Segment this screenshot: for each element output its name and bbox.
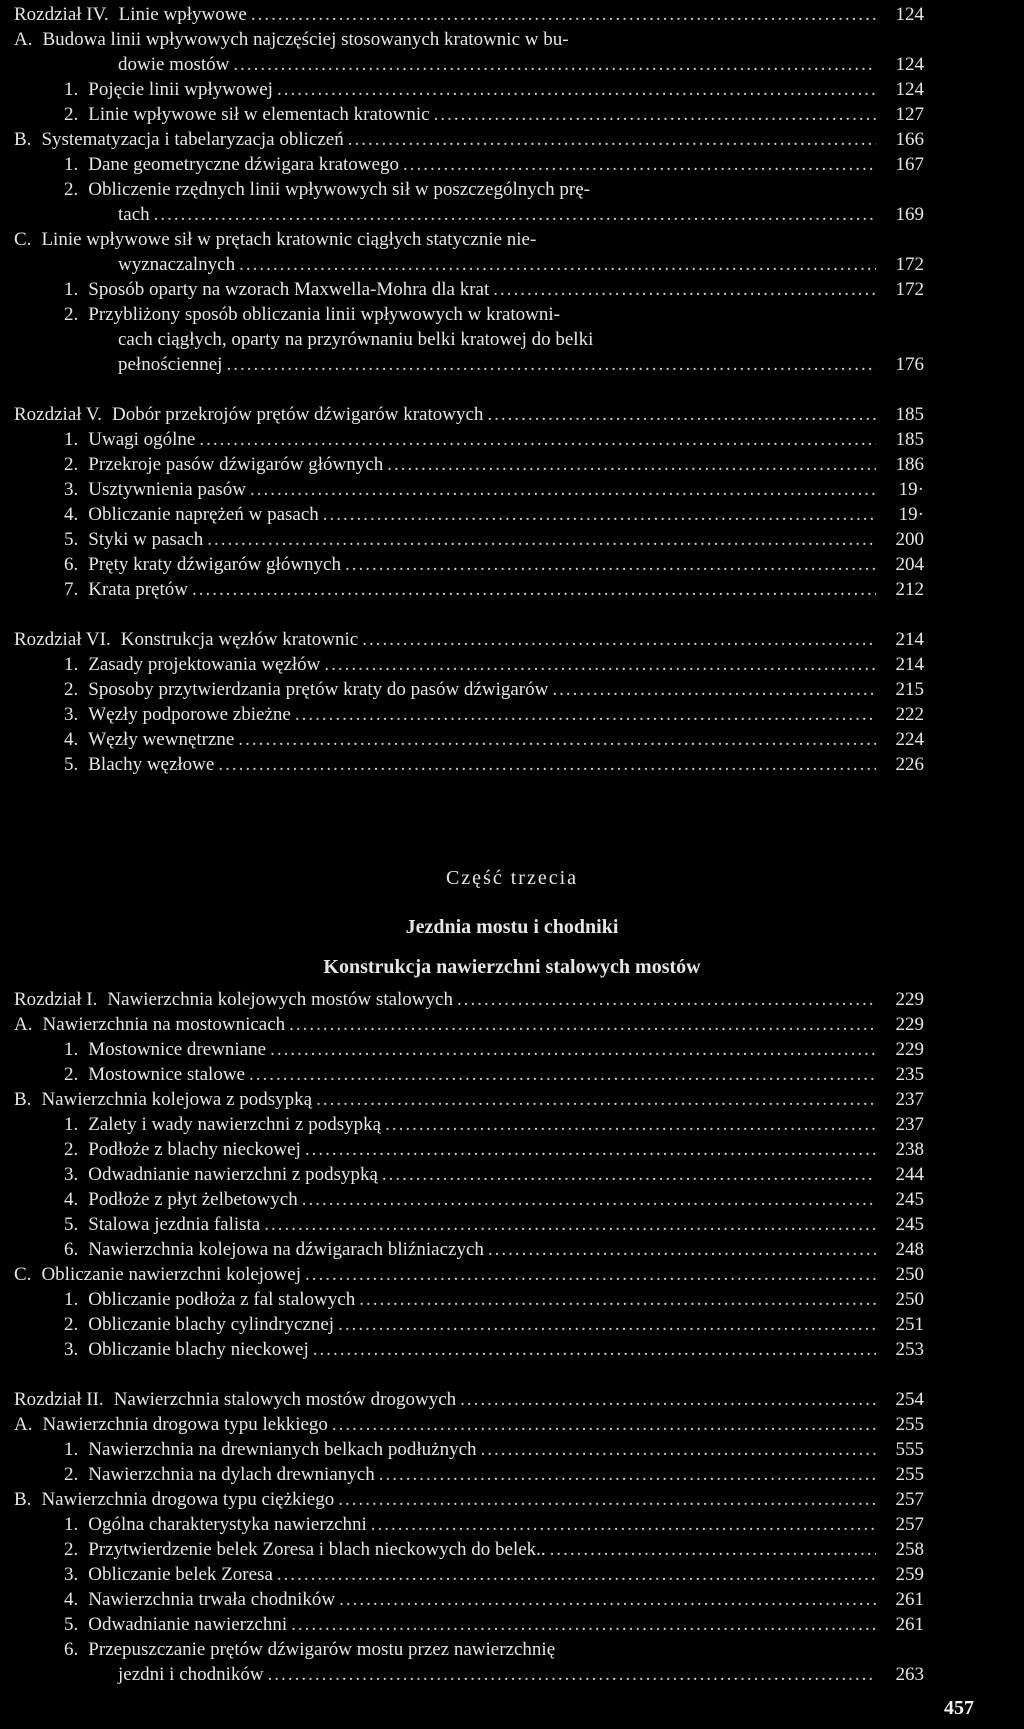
toc-entry [14, 327, 924, 352]
entry-page: 215 [895, 679, 924, 700]
entry-number: 1. [64, 1114, 79, 1135]
dot-leader [239, 252, 876, 277]
entry-number: 5. [64, 529, 79, 550]
entry-title: Nawierzchnia kolejowa na dźwigarach bliźniaczych [88, 1239, 484, 1260]
entry-title: Obliczanie naprężeń w pasach [88, 504, 319, 525]
toc-entry [14, 1437, 924, 1462]
entry-page: 253 [895, 1339, 924, 1360]
entry-page: 229 [895, 1039, 924, 1060]
entry-number: Rozdział VI. [14, 629, 111, 650]
entry-number: 2. [64, 1464, 79, 1485]
dot-leader [379, 1462, 876, 1487]
dot-leader [305, 1137, 876, 1162]
entry-title: Nawierzchnia na dylach drewnianych [88, 1464, 375, 1485]
toc-entry [14, 302, 924, 327]
toc-entry [14, 1587, 924, 1612]
toc-entry [14, 1637, 924, 1662]
entry-number: Rozdział IV. [14, 4, 109, 25]
entry-page: 263 [895, 1664, 924, 1685]
dot-leader [264, 1212, 876, 1237]
toc-entry [14, 352, 924, 377]
toc-entry [14, 1537, 924, 1562]
entry-title: Nawierzchnia drogowa typu lekkiego [42, 1414, 328, 1435]
entry-number: C. [14, 1264, 32, 1285]
entry-title: Pręty kraty dźwigarów głównych [88, 554, 341, 575]
entry-title: Odwadnianie nawierzchni z podsypką [88, 1164, 378, 1185]
entry-page: 186 [895, 454, 924, 475]
entry-page: 261 [895, 1589, 924, 1610]
toc-entry [14, 1162, 924, 1187]
entry-title: tach [118, 204, 150, 225]
entry-title: jezdni i chodników [118, 1664, 264, 1685]
entry-title: cach ciągłych, oparty na przyrównaniu belki kratowej do belki [118, 329, 594, 350]
dot-leader [493, 277, 876, 302]
spacer [14, 777, 924, 863]
entry-title: Linie wpływowe sił w prętach kratownic ciągłych statycznie nie- [41, 229, 537, 250]
toc-entry [14, 2, 924, 27]
toc-entry [14, 677, 924, 702]
toc-entry [14, 1562, 924, 1587]
chapter-v-block [14, 402, 924, 602]
dot-leader [324, 652, 876, 677]
toc-entry [14, 152, 924, 177]
entry-title: Dobór przekrojów prętów dźwigarów kratowych [111, 404, 484, 425]
entry-title: Przybliżony sposób obliczania linii wpływowych w kratowni- [88, 304, 561, 325]
dot-leader [362, 627, 876, 652]
entry-title: Pojęcie linii wpływowej [88, 79, 273, 100]
dot-leader [371, 1512, 876, 1537]
entry-number: B. [14, 129, 32, 150]
entry-number: 4. [64, 1189, 79, 1210]
entry-number: 2. [64, 179, 79, 200]
entry-page: 124 [895, 54, 924, 75]
entry-number: 4. [64, 729, 79, 750]
toc-entry [14, 987, 924, 1012]
toc-entry [14, 1662, 924, 1687]
toc-entry [14, 1087, 924, 1112]
toc-entry [14, 702, 924, 727]
entry-page: 204 [895, 554, 924, 575]
toc-entry [14, 727, 924, 752]
toc-entry [14, 427, 924, 452]
toc-entry [14, 402, 924, 427]
toc-entry [14, 577, 924, 602]
entry-page: 245 [895, 1189, 924, 1210]
entry-page: 237 [895, 1114, 924, 1135]
toc-entry [14, 452, 924, 477]
entry-title: Obliczanie blachy cylindrycznej [88, 1314, 335, 1335]
dot-leader [387, 452, 876, 477]
entry-page: 226 [895, 754, 924, 775]
dot-leader [552, 677, 876, 702]
dot-leader [291, 1612, 876, 1637]
toc-entry [14, 527, 924, 552]
entry-title: Obliczanie nawierzchni kolejowej [41, 1264, 301, 1285]
chapter-ii-block [14, 1387, 924, 1687]
entry-page: 172 [895, 254, 924, 275]
dot-leader [268, 1662, 876, 1687]
entry-page: 185 [895, 404, 924, 425]
toc-entry [14, 1287, 924, 1312]
toc-entry [14, 1012, 924, 1037]
entry-title: Nawierzchnia na drewnianych belkach podłużnych [88, 1439, 477, 1460]
entry-number: A. [14, 1414, 33, 1435]
dot-leader [488, 1237, 876, 1262]
entry-number: 1. [64, 1514, 79, 1535]
entry-title: Nawierzchnia stalowych mostów drogowych [113, 1389, 457, 1410]
entry-number: 1. [64, 79, 79, 100]
dot-leader [316, 1087, 876, 1112]
entry-title: Dane geometryczne dźwigara kratowego [88, 154, 399, 175]
entry-number: 1. [64, 154, 79, 175]
entry-page: 19· [898, 504, 924, 525]
toc-entry [14, 1212, 924, 1237]
entry-page: 127 [895, 104, 924, 125]
dot-leader [249, 1062, 876, 1087]
entry-number: Rozdział V. [14, 404, 102, 425]
entry-page: 248 [895, 1239, 924, 1260]
dot-leader [359, 1287, 876, 1312]
dot-leader [348, 127, 876, 152]
entry-title: Nawierzchnia kolejowych mostów stalowych [107, 989, 453, 1010]
toc-entry [14, 1237, 924, 1262]
entry-title: Podłoże z blachy nieckowej [88, 1139, 301, 1160]
dot-leader [403, 152, 876, 177]
toc-entry [14, 127, 924, 152]
entry-title: Mostownice drewniane [88, 1039, 267, 1060]
toc-entry [14, 102, 924, 127]
entry-page: 261 [895, 1614, 924, 1635]
toc-entry [14, 502, 924, 527]
entry-title: Węzły podporowe zbieżne [88, 704, 291, 725]
entry-page: 238 [895, 1139, 924, 1160]
entry-number: 2. [64, 1139, 79, 1160]
dot-leader [192, 577, 876, 602]
toc-entry [14, 177, 924, 202]
entry-number: 6. [64, 1239, 79, 1260]
entry-page: 258 [895, 1539, 924, 1560]
entry-number: 2. [64, 1539, 79, 1560]
entry-page: 222 [895, 704, 924, 725]
entry-title: Systematyzacja i tabelaryzacja obliczeń [41, 129, 344, 150]
dot-leader [250, 477, 876, 502]
entry-title: Węzły wewnętrzne [88, 729, 235, 750]
dot-leader [238, 727, 876, 752]
dot-leader [332, 1412, 876, 1437]
toc-entry [14, 1612, 924, 1637]
toc-entry [14, 627, 924, 652]
entry-number: 6. [64, 554, 79, 575]
entry-title: Zasady projektowania węzłów [88, 654, 321, 675]
toc-entry [14, 277, 924, 302]
dot-leader [289, 1012, 876, 1037]
page-number: 457 [944, 1697, 974, 1719]
entry-title: pełnościennej [118, 354, 223, 375]
toc-entry [14, 1112, 924, 1137]
toc-entry [14, 1337, 924, 1362]
entry-number: 1. [64, 1439, 79, 1460]
entry-number: 5. [64, 754, 79, 775]
entry-number: B. [14, 1489, 32, 1510]
dot-leader [487, 402, 876, 427]
entry-number: 1. [64, 654, 79, 675]
entry-title: Przekroje pasów dźwigarów głównych [88, 454, 384, 475]
dot-leader [382, 1162, 876, 1187]
entry-title: Obliczanie podłoża z fal stalowych [88, 1289, 356, 1310]
entry-title: Przytwierdzenie belek Zoresa i blach nieckowych do belek.. [88, 1539, 546, 1560]
chapter-vi-block [14, 627, 924, 777]
dot-leader [481, 1437, 876, 1462]
entry-title: Usztywnienia pasów [88, 479, 247, 500]
toc-entry [14, 1137, 924, 1162]
entry-number: 2. [64, 1064, 79, 1085]
dot-leader [302, 1187, 876, 1212]
entry-title: Obliczenie rzędnych linii wpływowych sił w poszczególnych prę- [88, 179, 591, 200]
dot-leader [277, 77, 876, 102]
entry-number: A. [14, 29, 33, 50]
entry-page: 169 [895, 204, 924, 225]
entry-page: 245 [895, 1214, 924, 1235]
toc-entry [14, 1512, 924, 1537]
dot-leader [207, 527, 876, 552]
entry-number: 3. [64, 1164, 79, 1185]
entry-title: Uwagi ogólne [88, 429, 196, 450]
entry-number: 3. [64, 704, 79, 725]
entry-page: 229 [895, 989, 924, 1010]
entry-page: 124 [895, 4, 924, 25]
dot-leader [385, 1112, 876, 1137]
toc-entry [14, 1487, 924, 1512]
toc-entry [14, 1187, 924, 1212]
entry-title: dowie mostów [118, 54, 230, 75]
entry-number: 2. [64, 104, 79, 125]
entry-page: 176 [895, 354, 924, 375]
dot-leader [277, 1562, 876, 1587]
entry-number: 7. [64, 579, 79, 600]
entry-number: 3. [64, 479, 79, 500]
entry-number: 2. [64, 304, 79, 325]
entry-number: B. [14, 1089, 32, 1110]
entry-number: Rozdział II. [14, 1389, 104, 1410]
dot-leader [233, 52, 876, 77]
toc-entry [14, 252, 924, 277]
entry-number: 5. [64, 1214, 79, 1235]
entry-title: Nawierzchnia trwała chodników [88, 1589, 336, 1610]
entry-number: 5. [64, 1614, 79, 1635]
entry-title: Stalowa jezdnia falista [88, 1214, 261, 1235]
entry-number: 3. [64, 1339, 79, 1360]
entry-number: 4. [64, 1589, 79, 1610]
entry-page: 224 [895, 729, 924, 750]
entry-number: 2. [64, 454, 79, 475]
spacer [14, 377, 924, 402]
entry-title: Ogólna charakterystyka nawierzchni [88, 1514, 367, 1535]
entry-number: 1. [64, 1039, 79, 1060]
entry-page: 124 [895, 79, 924, 100]
entry-page: 214 [895, 654, 924, 675]
entry-page: 250 [895, 1264, 924, 1285]
dot-leader [434, 102, 876, 127]
entry-number: 1. [64, 279, 79, 300]
entry-page: 172 [895, 279, 924, 300]
entry-page: 259 [895, 1564, 924, 1585]
entry-number: A. [14, 1014, 33, 1035]
chapter-i-block [14, 987, 924, 1362]
entry-page: 255 [895, 1464, 924, 1485]
toc-entry [14, 202, 924, 227]
dot-leader [218, 752, 876, 777]
dot-leader [550, 1537, 876, 1562]
entry-title: Zalety i wady nawierzchni z podsypką [88, 1114, 382, 1135]
entry-title: Budowa linii wpływowych najczęściej stosowanych kratownic w bu- [42, 29, 569, 50]
entry-title: Krata prętów [88, 579, 188, 600]
entry-page: 254 [895, 1389, 924, 1410]
entry-title: Nawierzchnia drogowa typu ciężkiego [41, 1489, 335, 1510]
entry-number: 6. [64, 1639, 79, 1660]
entry-page: 19· [898, 479, 924, 500]
entry-title: Podłoże z płyt żelbetowych [88, 1189, 298, 1210]
entry-title: Obliczanie blachy nieckowej [88, 1339, 309, 1360]
dot-leader [345, 552, 876, 577]
entry-number: C. [14, 229, 32, 250]
entry-number: Rozdział I. [14, 989, 98, 1010]
entry-page: 257 [895, 1489, 924, 1510]
toc-entry [14, 1037, 924, 1062]
entry-title: Linie wpływowe [118, 4, 247, 25]
entry-title: Nawierzchnia na mostownicach [42, 1014, 286, 1035]
table-of-contents [14, 2, 924, 1687]
toc-entry [14, 1062, 924, 1087]
toc-entry [14, 477, 924, 502]
toc-entry [14, 552, 924, 577]
toc-entry [14, 27, 924, 52]
toc-entry [14, 77, 924, 102]
entry-page: 237 [895, 1089, 924, 1110]
dot-leader [338, 1487, 876, 1512]
entry-page: 244 [895, 1164, 924, 1185]
dot-leader [338, 1312, 876, 1337]
entry-number: 1. [64, 1289, 79, 1310]
entry-page: 229 [895, 1014, 924, 1035]
entry-page: 167 [895, 154, 924, 175]
entry-page: 257 [895, 1514, 924, 1535]
entry-title: Konstrukcja węzłów kratownic [120, 629, 359, 650]
entry-number: 4. [64, 504, 79, 525]
dot-leader [154, 202, 876, 227]
toc-entry [14, 752, 924, 777]
entry-title: Mostownice stalowe [88, 1064, 245, 1085]
entry-title: Styki w pasach [88, 529, 204, 550]
dot-leader [313, 1337, 876, 1362]
entry-page: 255 [895, 1414, 924, 1435]
dot-leader [295, 702, 876, 727]
toc-entry [14, 652, 924, 677]
toc-entry [14, 1312, 924, 1337]
toc-entry [14, 1462, 924, 1487]
dot-leader [199, 427, 876, 452]
part-heading-2: Konstrukcja nawierzchni stalowych mostów [323, 956, 701, 978]
entry-number: 1. [64, 429, 79, 450]
dot-leader [251, 2, 876, 27]
entry-title: Przepuszczanie prętów dźwigarów mostu przez nawierzchnię [88, 1639, 556, 1660]
entry-title: wyznaczalnych [118, 254, 236, 275]
entry-page: 235 [895, 1064, 924, 1085]
entry-number: 3. [64, 1564, 79, 1585]
dot-leader [270, 1037, 876, 1062]
part-label: Część trzecia [445, 867, 579, 889]
entry-number: 2. [64, 1314, 79, 1335]
toc-entry [14, 1262, 924, 1287]
dot-leader [226, 352, 876, 377]
toc-entry [14, 1412, 924, 1437]
dot-leader [339, 1587, 876, 1612]
toc-entry [14, 52, 924, 77]
dot-leader [305, 1262, 876, 1287]
entry-page: 214 [895, 629, 924, 650]
entry-number: 2. [64, 679, 79, 700]
entry-title: Blachy węzłowe [88, 754, 215, 775]
dot-leader [457, 987, 876, 1012]
entry-page: 251 [895, 1314, 924, 1335]
chapter-iv-block [14, 2, 924, 377]
entry-title: Sposób oparty na wzorach Maxwella-Mohra dla krat [88, 279, 490, 300]
spacer [14, 602, 924, 627]
entry-page: 185 [895, 429, 924, 450]
dot-leader [323, 502, 876, 527]
entry-title: Sposoby przytwierdzania prętów kraty do pasów dźwigarów [88, 679, 549, 700]
entry-page: 212 [895, 579, 924, 600]
entry-page: 250 [895, 1289, 924, 1310]
toc-entry [14, 227, 924, 252]
entry-title: Linie wpływowe sił w elementach kratownic [88, 104, 430, 125]
dot-leader [460, 1387, 876, 1412]
spacer [14, 1362, 924, 1387]
entry-page: 166 [895, 129, 924, 150]
entry-title: Obliczanie belek Zoresa [88, 1564, 273, 1585]
part-heading-1: Jezdnia mostu i chodniki [405, 916, 619, 938]
toc-entry [14, 1387, 924, 1412]
entry-title: Nawierzchnia kolejowa z podsypką [41, 1089, 313, 1110]
entry-page: 555 [895, 1439, 924, 1460]
entry-title: Odwadnianie nawierzchni [88, 1614, 288, 1635]
entry-page: 200 [895, 529, 924, 550]
